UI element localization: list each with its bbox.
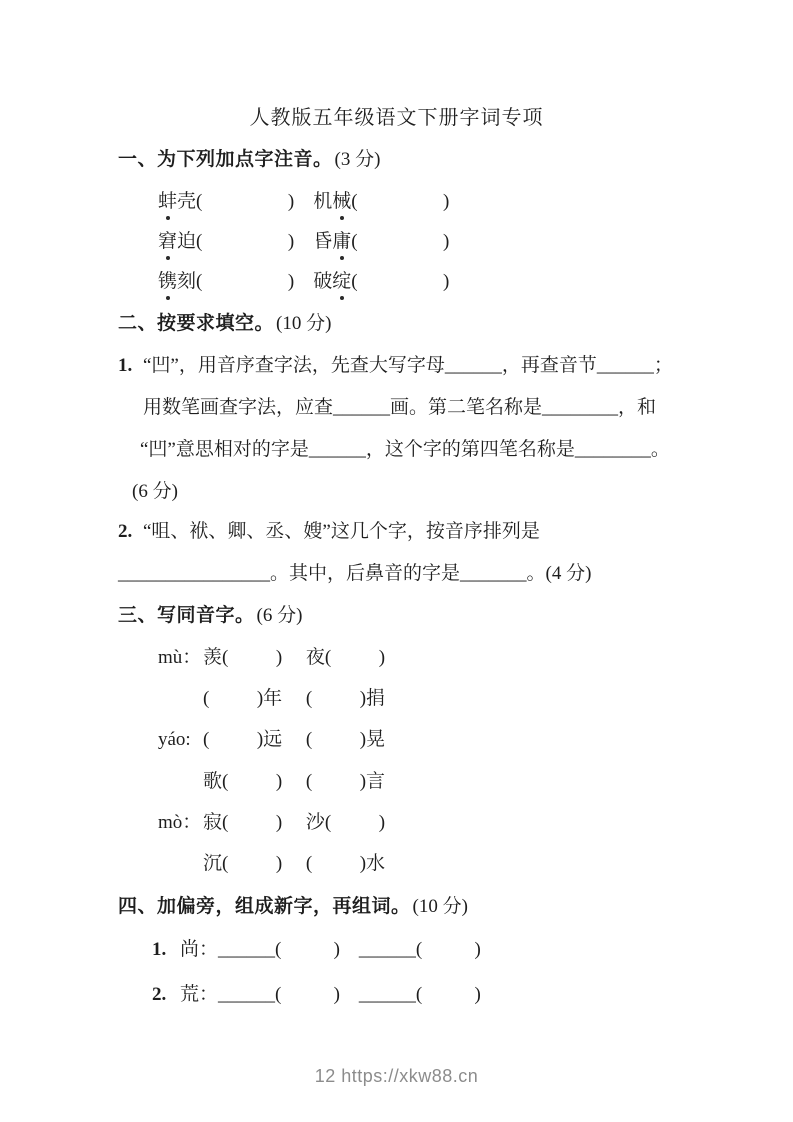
char: 迫: [177, 231, 197, 252]
radical-item: [152, 982, 481, 1008]
pinyin-label: mò：: [158, 812, 202, 833]
question-1-line-2: 用数笔画查字法，应查______画。第二笔名称是________，和: [143, 397, 657, 418]
question-2-line-2: ________________。其中，后鼻音的字是_______。(4 分): [118, 563, 592, 584]
homophone-blanks: 寂( ) 沙( ): [203, 812, 386, 833]
pinyin-word-row: [158, 269, 468, 295]
question-number: 2.: [118, 521, 133, 542]
radical-item: [152, 937, 481, 963]
question-text: “凹”，用音序查字法，先查大写字母______，再查音节______；: [143, 355, 673, 376]
homophone-blanks: 沉( ) ( )水: [203, 853, 386, 874]
char: 壳: [177, 191, 197, 212]
pinyin-word-row: [158, 229, 468, 255]
dotted-char: 镌: [158, 269, 177, 295]
section4-header-text: 四、加偏旁，组成新字，再组词。: [118, 896, 411, 917]
section1-score: (3 分): [334, 149, 381, 170]
pinyin-word-row: [158, 189, 468, 215]
question-2-line-1: [118, 519, 540, 545]
homophone-row: [158, 769, 385, 795]
page-title: 人教版五年级语文下册字词专项: [249, 107, 544, 129]
dotted-char: 械: [332, 189, 351, 215]
answer-blank: ( ): [196, 191, 314, 212]
question-number: 1.: [118, 355, 133, 376]
item-number: 2.: [152, 984, 167, 1005]
pinyin-label: yáo:: [158, 729, 191, 750]
section3-score: (6 分): [256, 605, 303, 626]
base-char: 荒：: [180, 984, 219, 1005]
answer-blank: ( ): [351, 191, 469, 212]
section4-header: [118, 894, 468, 920]
homophone-blanks: 歌( ) ( )言: [203, 771, 386, 792]
homophone-row: [158, 686, 385, 712]
section3-header-text: 三、写同音字。: [118, 605, 255, 626]
item-number: 1.: [152, 939, 167, 960]
char: 昏: [313, 231, 333, 252]
dotted-char: 庸: [332, 229, 351, 255]
section1-header: [118, 147, 380, 173]
question-1-score: (6 分): [132, 481, 178, 502]
section3-header: [118, 603, 302, 629]
homophone-row: [158, 727, 385, 753]
answer-blanks: ______( ) ______( ): [218, 984, 481, 1005]
section1-header-text: 一、为下列加点字注音。: [118, 149, 333, 170]
answer-blank: ( ): [196, 271, 314, 292]
char: 机: [313, 191, 333, 212]
dotted-char: 绽: [332, 269, 351, 295]
answer-blank: ( ): [196, 231, 314, 252]
homophone-blanks: ( )年 ( )捐: [203, 688, 386, 709]
page-footer-url: 12 https://xkw88.cn: [314, 1066, 479, 1086]
question-1-line-1: [118, 353, 673, 379]
section4-score: (10 分): [412, 896, 468, 917]
section2-score: (10 分): [276, 313, 332, 334]
answer-blank: ( ): [351, 271, 469, 292]
char: 破: [313, 271, 333, 292]
question-text: “咀、袱、卿、丞、嫂”这几个字，按音序排列是: [143, 521, 540, 542]
pinyin-label: mù：: [158, 647, 202, 668]
char: 刻: [177, 271, 197, 292]
homophone-row: [158, 851, 385, 877]
answer-blank: ( ): [351, 231, 469, 252]
homophone-blanks: 羡( ) 夜( ): [203, 647, 386, 668]
dotted-char: 窘: [158, 229, 177, 255]
question-1-line-3: “凹”意思相对的字是______，这个字的第四笔名称是________。: [140, 439, 670, 460]
homophone-blanks: ( )远 ( )晃: [203, 729, 386, 750]
section2-header-text: 二、按要求填空。: [118, 313, 275, 334]
homophone-row: [158, 810, 385, 836]
dotted-char: 蚌: [158, 189, 177, 215]
section2-header: [118, 311, 331, 337]
answer-blanks: ______( ) ______( ): [218, 939, 481, 960]
base-char: 尚：: [180, 939, 219, 960]
homophone-row: [158, 645, 385, 671]
